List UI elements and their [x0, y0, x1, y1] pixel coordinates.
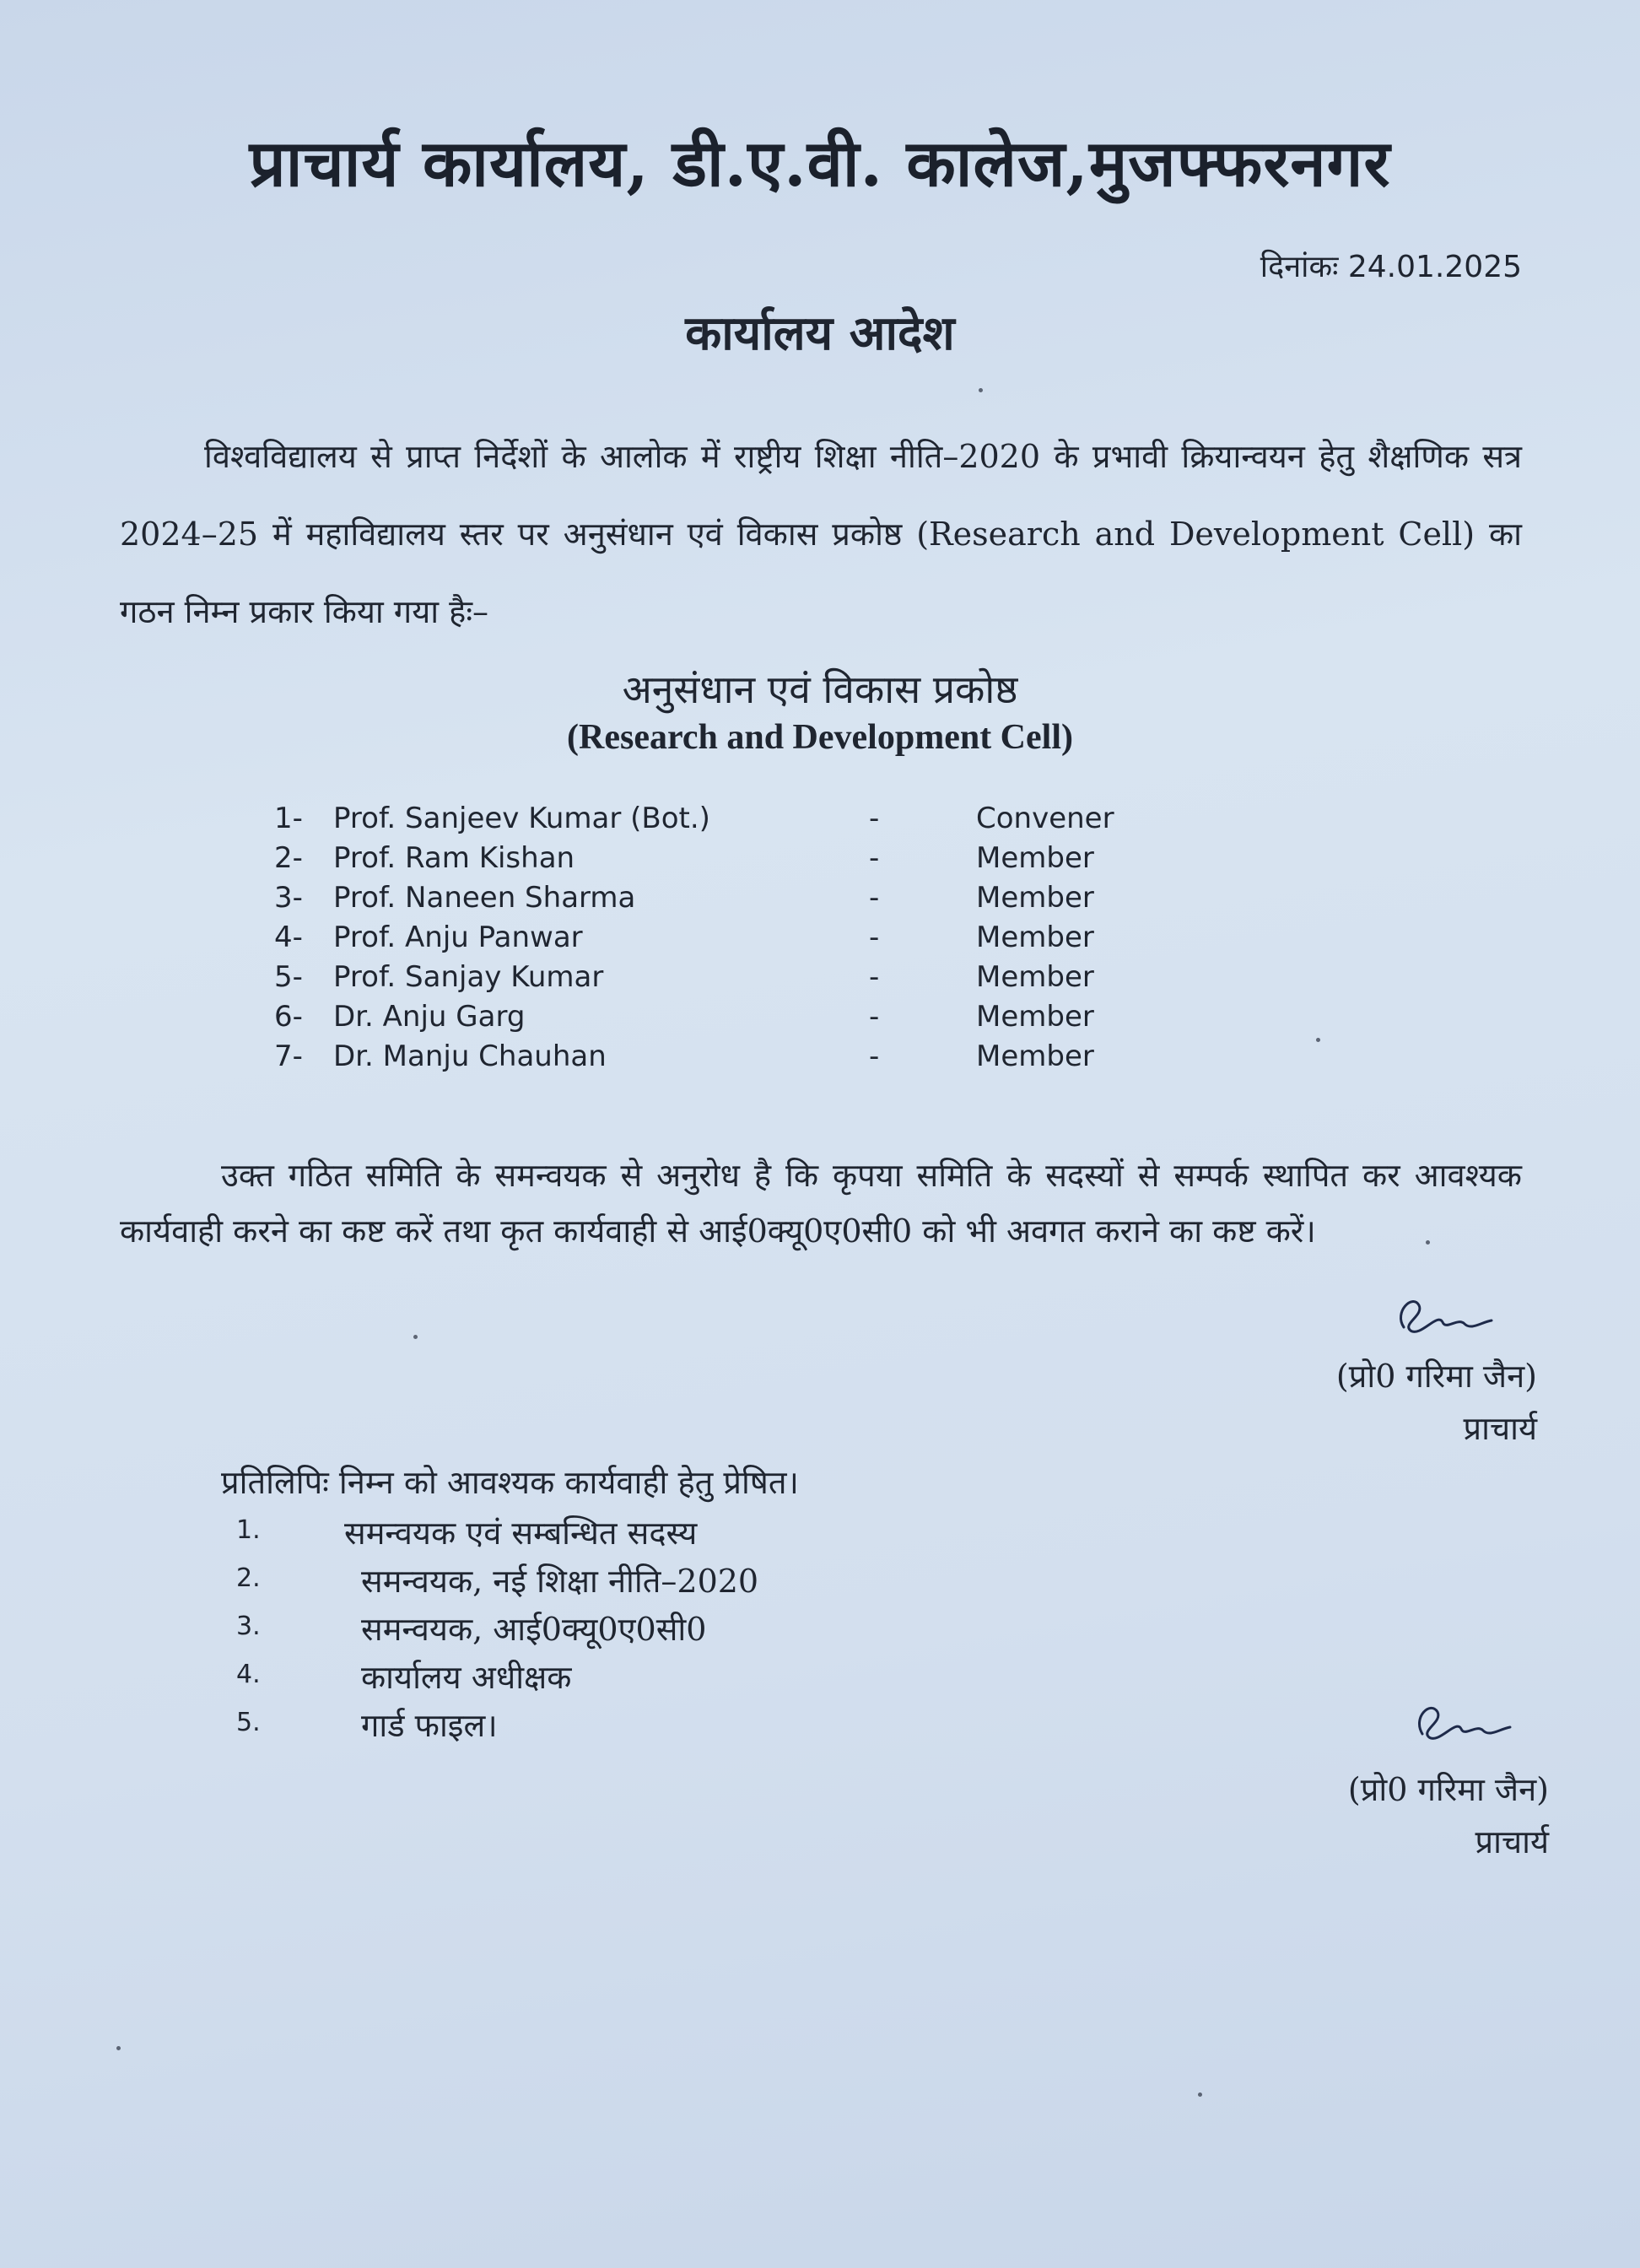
member-number: 6- — [274, 1000, 303, 1034]
member-number: 3- — [274, 881, 303, 915]
paper-speck — [1426, 1240, 1430, 1245]
member-number: 1- — [274, 802, 303, 835]
member-role: Convener — [976, 802, 1114, 835]
copy-item — [236, 1558, 995, 1606]
copy-list — [236, 1510, 995, 1751]
member-separator: - — [869, 1040, 880, 1073]
member-role: Member — [976, 960, 1094, 994]
copy-item-number: 3. — [236, 1612, 261, 1641]
copy-item-number: 2. — [236, 1563, 261, 1593]
member-name: Prof. Sanjeev Kumar (Bot.) — [333, 802, 710, 835]
date-label: दिनांकः — [1260, 250, 1339, 284]
copy-heading: प्रतिलिपिः निम्न को आवश्यक कार्यवाही हेतु प्रेषित। — [221, 1464, 799, 1501]
member-role: Member — [976, 1000, 1094, 1034]
member-row — [274, 881, 1287, 921]
member-name: Prof. Sanjay Kumar — [333, 960, 604, 994]
copy-item-number: 4. — [236, 1660, 261, 1689]
member-row — [274, 841, 1287, 881]
signature-mark-1 — [1387, 1287, 1497, 1346]
copy-item-text: कार्यालय अधीक्षक — [361, 1659, 572, 1696]
signature-block-2 — [1348, 1763, 1549, 1868]
request-paragraph-text: उक्त गठित समिति के समन्वयक से अनुरोध है कि कृपया समिति के सदस्यों से सम्पर्क स्थापित कर आवश्यक कार्यवाही करने का कष्ट करें तथा कृत कार्यवाही से आई0क्यू0ए0सी0 को भी अवगत कराने का कष्ट करें। — [120, 1157, 1522, 1250]
member-separator: - — [869, 841, 880, 875]
copy-item — [236, 1655, 995, 1703]
intro-paragraph-text: विश्वविद्यालय से प्राप्त निर्देशों के आलोक में राष्ट्रीय शिक्षा नीति–2020 के प्रभावी क्रियान्वयन हेतु शैक्षणिक सत्र 2024–25 में महाविद्यालय स्तर पर अनुसंधान एवं विकास प्रकोष्ठ (Research and Development Cell) का गठन निम्न प्रकार किया गया हैः– — [120, 438, 1522, 630]
member-number: 7- — [274, 1040, 303, 1073]
cell-title-hindi: अनुसंधान एवं विकास प्रकोष्ठ — [622, 667, 1018, 712]
member-separator: - — [869, 802, 880, 835]
members-list — [274, 802, 1287, 1079]
member-role: Member — [976, 921, 1094, 954]
paper-speck — [1316, 1038, 1320, 1042]
member-role: Member — [976, 881, 1094, 915]
copy-item-text: समन्वयक, आई0क्यू0ए0सी0 — [361, 1611, 707, 1648]
order-date — [1260, 245, 1522, 286]
signature-mark-2 — [1404, 1692, 1513, 1751]
copy-item-text: गार्ड फाइल। — [361, 1707, 498, 1744]
member-separator: - — [869, 960, 880, 994]
member-number: 2- — [274, 841, 303, 875]
signature-block-1 — [1336, 1350, 1537, 1455]
copy-item-text: समन्वयक, नई शिक्षा नीति–2020 — [361, 1563, 759, 1600]
paper-speck — [979, 388, 983, 392]
member-separator: - — [869, 1000, 880, 1034]
date-value: 24.01.2025 — [1347, 250, 1522, 284]
request-paragraph — [120, 1148, 1522, 1259]
member-name: Prof. Anju Panwar — [333, 921, 583, 954]
copy-item-number: 5. — [236, 1708, 261, 1737]
signatory-name: (प्रो0 गरिमा जैन) — [1347, 1771, 1549, 1808]
member-name: Prof. Ram Kishan — [333, 841, 575, 875]
office-title: प्राचार्य कार्यालय, डी.ए.वी. कालेज,मुजफ्फरनगर — [249, 126, 1391, 201]
member-number: 4- — [274, 921, 303, 954]
copy-item-text: समन्वयक एवं सम्बन्धित सदस्य — [344, 1515, 698, 1552]
member-row — [274, 921, 1287, 960]
copy-item — [236, 1510, 995, 1558]
cell-title-english: (Research and Development Cell) — [567, 718, 1073, 757]
signatory-designation: प्राचार्य — [1463, 1410, 1537, 1447]
copy-item — [236, 1703, 995, 1751]
member-role: Member — [976, 841, 1094, 875]
member-separator: - — [869, 881, 880, 915]
member-name: Dr. Manju Chauhan — [333, 1040, 607, 1073]
signatory-designation: प्राचार्य — [1475, 1823, 1549, 1860]
member-row — [274, 960, 1287, 1000]
copy-item-number: 1. — [236, 1515, 261, 1545]
paper-speck — [1198, 2092, 1202, 2097]
paper-speck — [116, 2046, 121, 2050]
intro-paragraph — [120, 418, 1522, 651]
member-number: 5- — [274, 960, 303, 994]
member-row — [274, 802, 1287, 841]
member-row — [274, 1040, 1287, 1079]
paper-speck — [413, 1335, 418, 1339]
order-subject: कार्यालय आदेश — [685, 305, 955, 361]
member-separator: - — [869, 921, 880, 954]
member-role: Member — [976, 1040, 1094, 1073]
signatory-name: (प्रो0 गरिमा जैन) — [1335, 1358, 1537, 1395]
member-name: Dr. Anju Garg — [333, 1000, 526, 1034]
member-name: Prof. Naneen Sharma — [333, 881, 636, 915]
member-row — [274, 1000, 1287, 1040]
copy-item — [236, 1606, 995, 1655]
